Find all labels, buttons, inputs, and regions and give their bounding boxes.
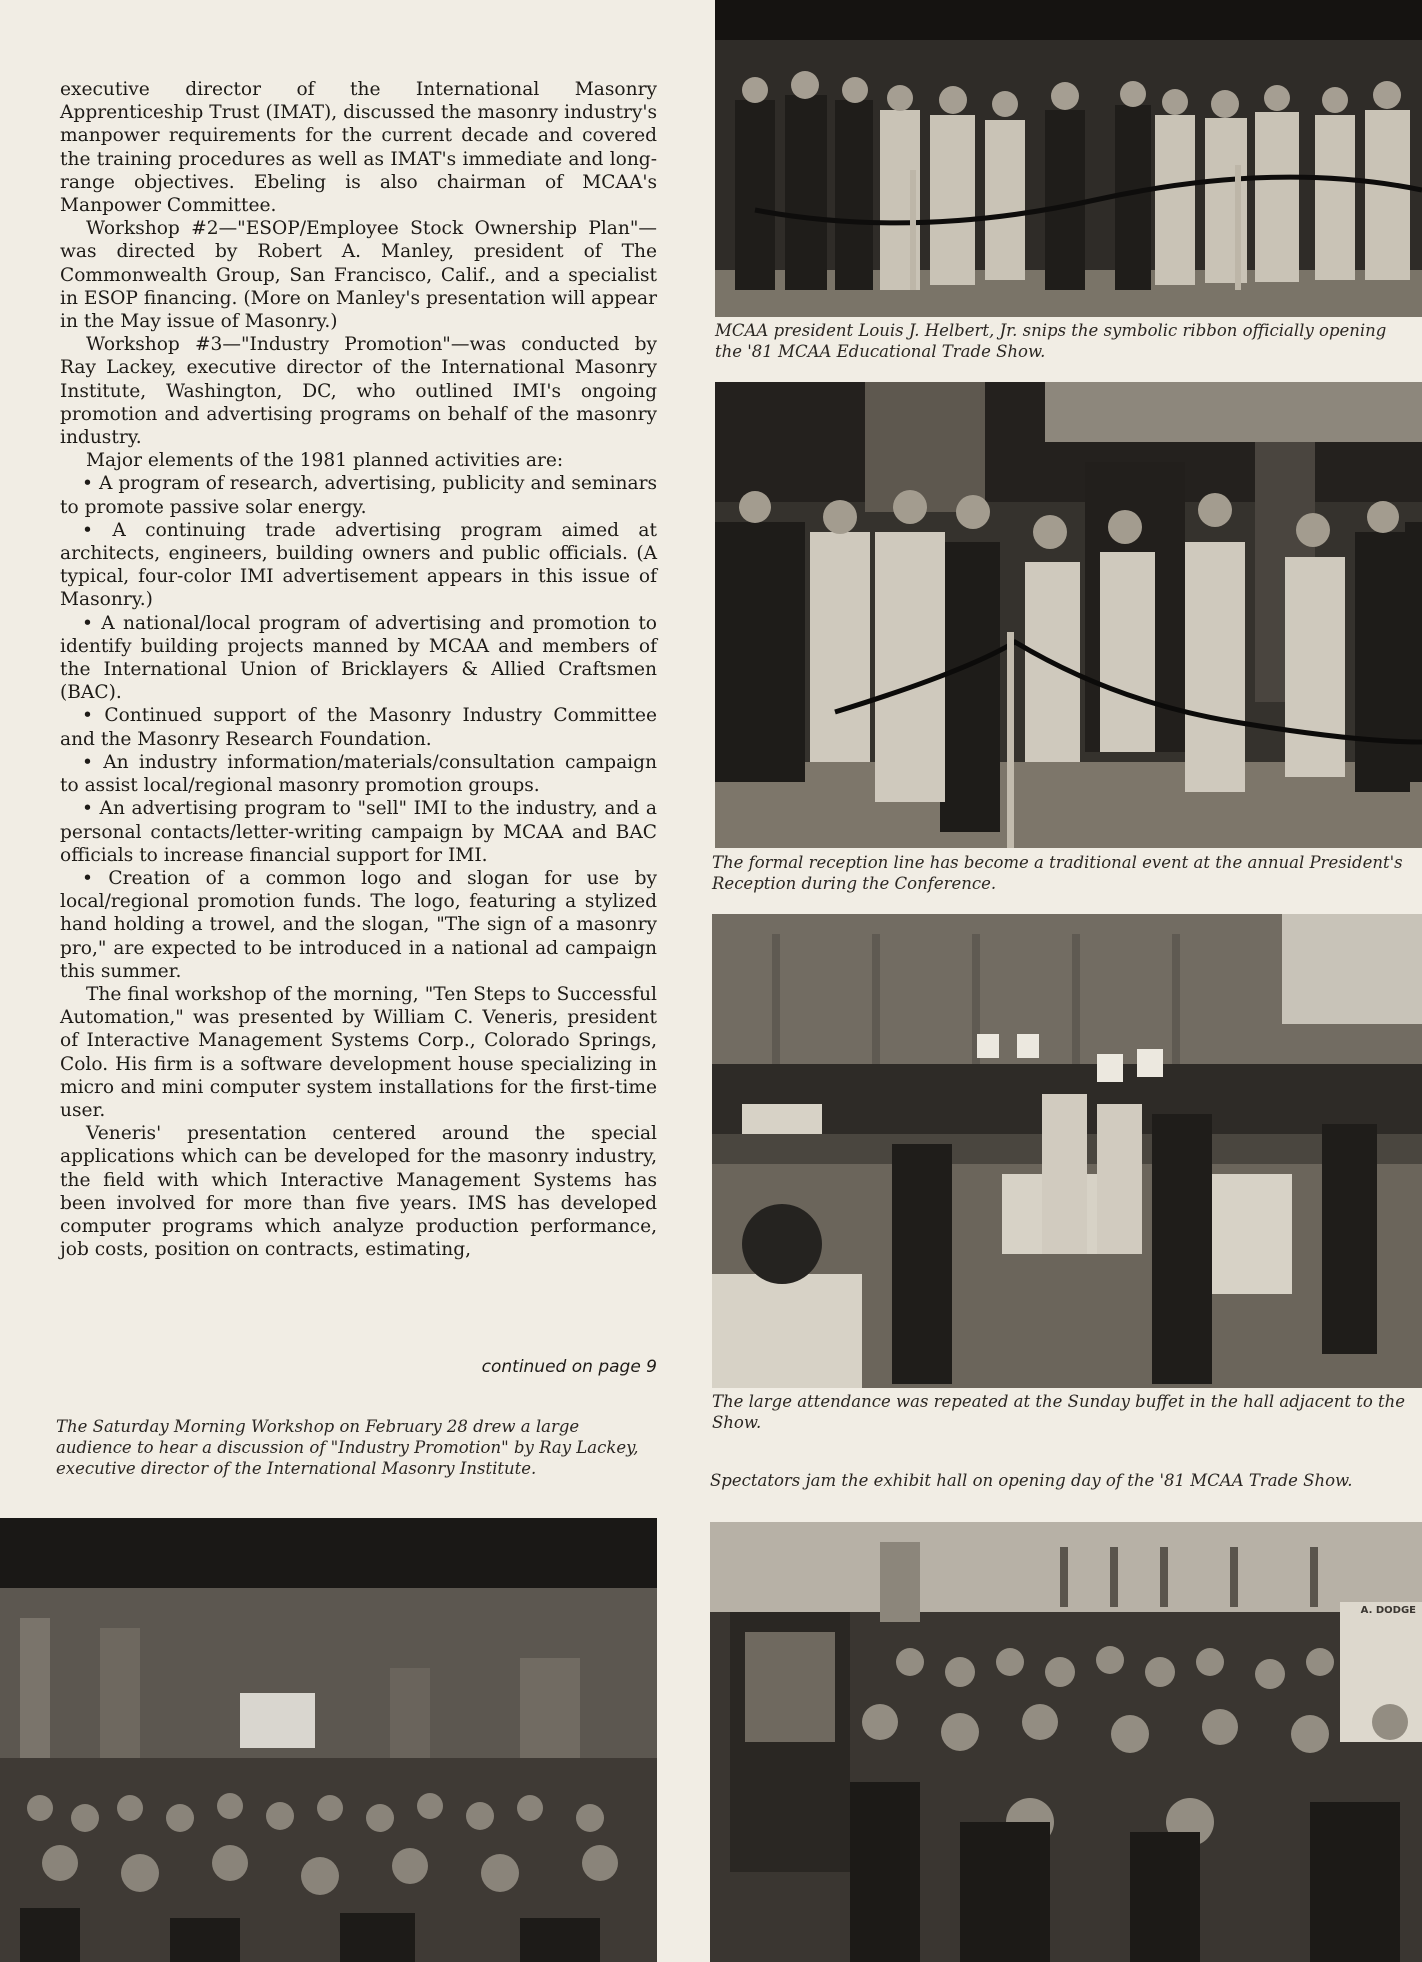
spectators-caption: Spectators jam the exhibit hall on opening day of the '81 MCAA Trade Show. [710, 1471, 1353, 1490]
article-bullet: • An advertising program to "sell" IMI to the industry, and a personal contacts/letter-writing campaign by MCAA and BAC officials to increase financial support for IMI. [60, 797, 657, 867]
ribbon-cutting-photo [715, 0, 1422, 317]
exhibit-hall-photo [710, 1522, 1422, 1962]
reception-caption: The formal reception line has become a traditional event at the annual President's Reception during the Conference. [712, 853, 1403, 893]
reception-photo-illustration [715, 382, 1422, 848]
article-paragraph: Workshop #3—"Industry Promotion"—was conducted by Ray Lackey, executive director of the International Masonry Institute, Washington, DC, who outlined IMI's ongoing promotion and advertising programs on behalf of the masonry industry. [60, 334, 657, 449]
article-paragraph: executive director of the International Masonry Apprenticeship Trust (IMAT), discussed the masonry industry's manpower requirements for the current decade and covered the training procedures as well as IMAT's immediate and long-range objectives. Ebeling is also chairman of MCAA's Manpower Committee. [60, 79, 657, 217]
workshop-caption: The Saturday Morning Workshop on February 28 drew a large audience to hear a discussion of "Industry Promotion" by Ray Lackey, executive director of the International Masonry Institute. [56, 1417, 639, 1478]
article-bullet: • A national/local program of advertising and promotion to identify building projects manned by MCAA and members of the International Union of Bricklayers & Allied Craftsmen (BAC). [60, 612, 657, 705]
booth-sign: A. DODGE [1360, 1605, 1416, 1616]
ribbon-photo-illustration [715, 0, 1422, 317]
article-paragraph: Major elements of the 1981 planned activities are: [86, 450, 564, 472]
exhibit-photo-illustration [710, 1522, 1422, 1962]
ribbon-caption: MCAA president Louis J. Helbert, Jr. snips the symbolic ribbon officially opening the '81 MCAA Educational Trade Show. [715, 321, 1387, 361]
reception-line-photo [715, 382, 1422, 848]
buffet-caption: The large attendance was repeated at the Sunday buffet in the hall adjacent to the Show. [712, 1392, 1406, 1432]
article-bullet: • An industry information/materials/consultation campaign to assist local/regional masonry promotion groups. [60, 751, 657, 797]
article-paragraph: Workshop #2—"ESOP/Employee Stock Ownership Plan"—was directed by Robert A. Manley, president of The Commonwealth Group, San Francisco, Calif., and a specialist in ESOP financing. (More on Manley's presentation will appear in the May issue of Masonry.) [60, 218, 657, 333]
buffet-photo-illustration [712, 914, 1422, 1388]
article-bullet: • A continuing trade advertising program aimed at architects, engineers, building owners and public officials. (A typical, four-color IMI advertisement appears in this issue of Masonry.) [60, 519, 657, 612]
article-bullet: • Creation of a common logo and slogan for use by local/regional promotion funds. The logo, featuring a stylized hand holding a trowel, and the slogan, "The sign of a masonry pro," are expected to be introduced in a national ad campaign this summer. [60, 867, 657, 983]
workshop-audience-photo [0, 1518, 657, 1962]
article-bullet: • Continued support of the Masonry Industry Committee and the Masonry Research Foundation. [60, 704, 657, 750]
sunday-buffet-photo [712, 914, 1422, 1388]
article-paragraph: Veneris' presentation centered around the special applications which can be developed for the masonry industry, the field with which Interactive Management Systems has been involved for more than five years. IMS has developed computer programs which analyze production performance, job costs, position on contracts, estimating, [60, 1123, 657, 1261]
workshop-photo-illustration [0, 1518, 657, 1962]
continued-note: continued on page 9 [481, 1357, 657, 1377]
article-paragraph: The final workshop of the morning, "Ten Steps to Successful Automation," was presented by William C. Veneris, president of Interactive Management Systems Corp., Colorado Springs, Colo. His firm is a software development house specializing in micro and mini computer system installations for the first-time user. [60, 983, 657, 1121]
article-body [60, 78, 657, 1261]
article-bullet: • A program of research, advertising, publicity and seminars to promote passive solar energy. [60, 472, 657, 518]
